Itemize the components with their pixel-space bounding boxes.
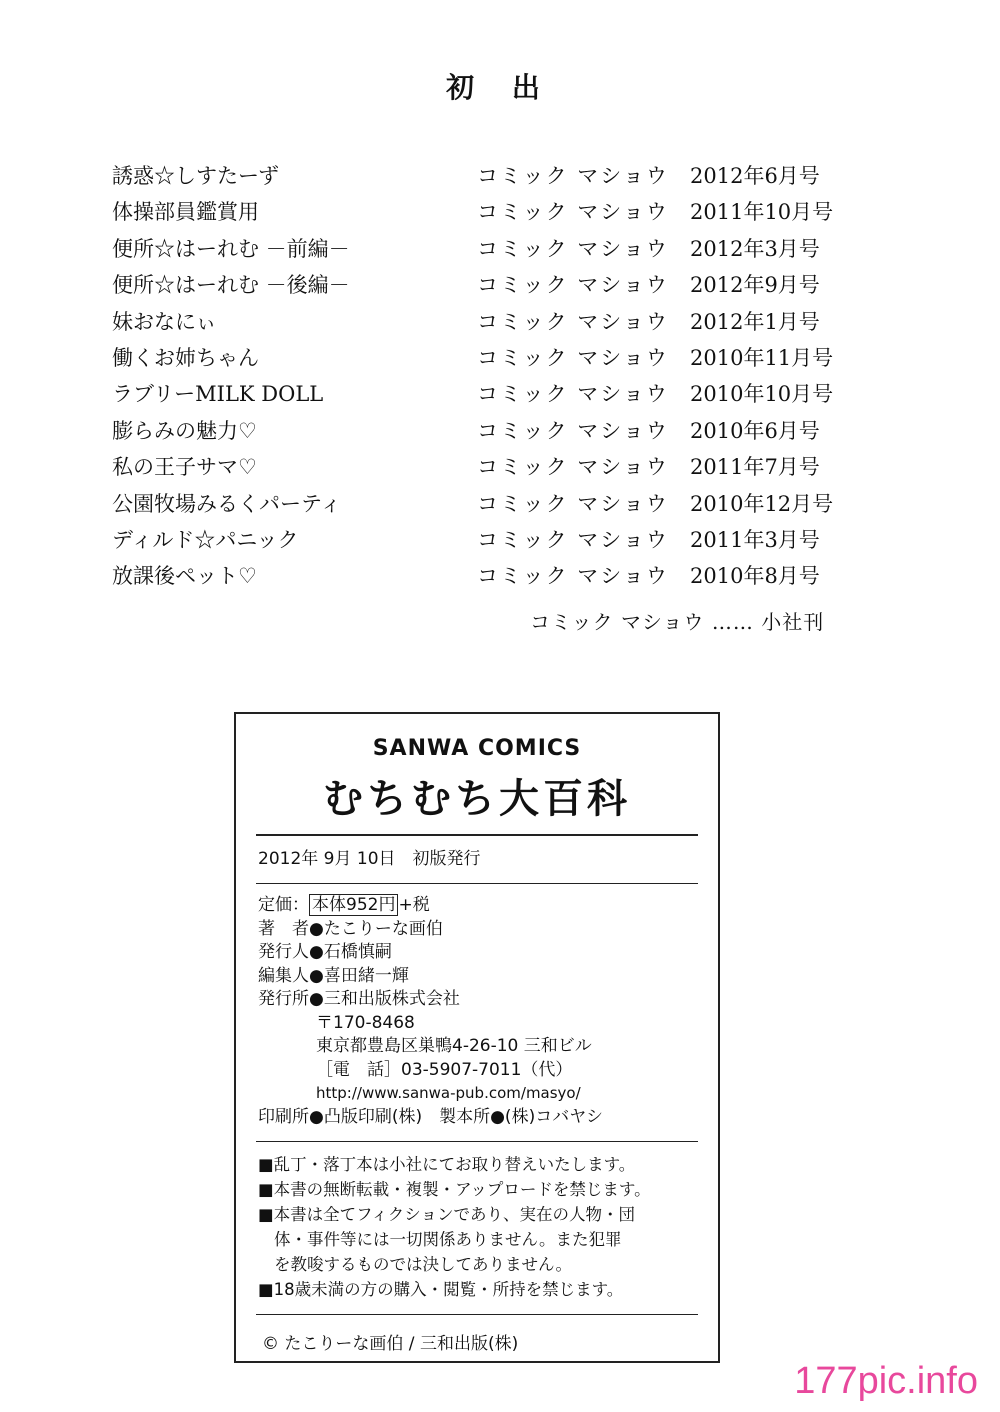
magazine-name: コミック マショウ bbox=[477, 455, 669, 480]
issue-date: 2011年10月号 bbox=[690, 200, 834, 225]
notice-item: ■乱丁・落丁本は小社にてお取り替えいたします。 bbox=[258, 1155, 636, 1174]
divider bbox=[256, 834, 698, 836]
phone: ［電 話］03-5907-7011（代） bbox=[316, 1059, 573, 1080]
publication-row bbox=[112, 194, 852, 230]
colophon-info bbox=[258, 894, 718, 1129]
publication-row bbox=[112, 231, 852, 267]
magazine-name: コミック マショウ bbox=[477, 564, 669, 589]
divider bbox=[256, 883, 698, 884]
magazine-name: コミック マショウ bbox=[477, 164, 669, 188]
series-label: SANWA COMICS bbox=[372, 736, 582, 761]
issue-date: 2012年3月号 bbox=[690, 236, 820, 261]
publication-title: 公園牧場みるくパーティ bbox=[112, 491, 342, 516]
publication-row bbox=[112, 486, 852, 522]
publication-title: 放課後ペット♡ bbox=[112, 564, 257, 589]
magazine-name: コミック マショウ bbox=[477, 418, 669, 443]
publication-title: 便所☆はーれむ －後編－ bbox=[112, 273, 350, 298]
magazine-name: コミック マショウ bbox=[477, 527, 669, 552]
publication-title: 働くお姉ちゃん bbox=[112, 345, 259, 370]
notice-item-continued: 体・事件等には一切関係ありません。また犯罪 bbox=[274, 1230, 622, 1249]
website-url: http://www.sanwa-pub.com/masyo/ bbox=[316, 1084, 581, 1102]
issue-date: 2011年3月号 bbox=[690, 527, 820, 552]
publication-title: ディルド☆パニック bbox=[112, 527, 299, 552]
publication-row bbox=[112, 558, 852, 594]
price-line bbox=[258, 894, 718, 918]
issue-date: 2012年9月号 bbox=[690, 273, 820, 298]
publication-row bbox=[112, 340, 852, 376]
publication-title: 体操部員鑑賞用 bbox=[112, 200, 259, 225]
printer-line: 印刷所●凸版印刷(株) 製本所●(株)コバヤシ bbox=[258, 1106, 604, 1127]
issue-date: 2012年1月号 bbox=[690, 309, 820, 334]
colophon-box bbox=[234, 712, 720, 1363]
address: 東京都豊島区巣鴨4-26-10 三和ビル bbox=[316, 1036, 592, 1056]
publication-row bbox=[112, 522, 852, 558]
issue-date: 2010年8月号 bbox=[690, 564, 820, 589]
issue-date: 2012年6月号 bbox=[690, 164, 820, 188]
publication-title: ラブリーMILK DOLL bbox=[112, 382, 324, 407]
watermark: 177pic.info bbox=[794, 1360, 978, 1402]
issuer-line: 発行人●石橋慎嗣 bbox=[258, 942, 392, 962]
magazine-name: コミック マショウ bbox=[477, 345, 669, 370]
magazine-name: コミック マショウ bbox=[477, 491, 669, 516]
issue-date: 2011年7月号 bbox=[690, 455, 820, 480]
publication-row bbox=[112, 449, 852, 485]
publication-title: 膨らみの魅力♡ bbox=[112, 418, 257, 443]
publication-title: 妹おなにぃ bbox=[112, 309, 217, 334]
publication-title: 便所☆はーれむ －前編－ bbox=[112, 236, 350, 261]
publication-list bbox=[112, 158, 852, 595]
publisher-note: コミック マショウ …… 小社刊 bbox=[530, 610, 825, 634]
publication-row bbox=[112, 376, 852, 412]
notice-item: ■18歳未満の方の購入・閲覧・所持を禁じます。 bbox=[258, 1280, 624, 1299]
notice-item: ■本書は全てフィクションであり、実在の人物・団 bbox=[258, 1205, 635, 1224]
divider bbox=[256, 1314, 698, 1315]
postal-code: 〒170-8468 bbox=[316, 1012, 415, 1033]
magazine-name: コミック マショウ bbox=[477, 309, 669, 334]
publication-title: 誘惑☆しすたーず bbox=[112, 164, 279, 188]
author-line: 著 者●たこりーな画伯 bbox=[258, 918, 443, 939]
magazine-name: コミック マショウ bbox=[477, 273, 669, 298]
issue-date: 2010年10月号 bbox=[690, 382, 834, 407]
price-box: 本体952円 bbox=[309, 894, 398, 916]
publication-title: 私の王子サマ♡ bbox=[112, 455, 257, 480]
notices bbox=[258, 1152, 718, 1302]
issue-date: 2010年6月号 bbox=[690, 418, 820, 443]
publication-row bbox=[112, 158, 852, 194]
publication-row bbox=[112, 304, 852, 340]
notice-item: ■本書の無断転載・複製・アップロードを禁じます。 bbox=[258, 1180, 651, 1199]
magazine-name: コミック マショウ bbox=[477, 236, 669, 261]
price-suffix: +税 bbox=[398, 895, 430, 915]
issue-date: 2010年12月号 bbox=[690, 491, 834, 516]
price-label: 定価： bbox=[258, 895, 309, 915]
publisher-line: 発行所●三和出版株式会社 bbox=[258, 989, 460, 1009]
notice-item-continued: を教唆するものでは決してありません。 bbox=[274, 1255, 572, 1274]
publication-date: 2012年 9月 10日 初版発行 bbox=[258, 849, 481, 869]
publication-row bbox=[112, 413, 852, 449]
editor-line: 編集人●喜田緒一輝 bbox=[258, 965, 409, 986]
magazine-name: コミック マショウ bbox=[477, 200, 669, 225]
book-title: むちむち大百科 bbox=[323, 775, 631, 822]
publication-row bbox=[112, 267, 852, 303]
page-title: 初 出 bbox=[446, 71, 554, 104]
magazine-name: コミック マショウ bbox=[477, 382, 669, 407]
copyright: © たこりーな画伯 / 三和出版(株) bbox=[262, 1334, 519, 1354]
issue-date: 2010年11月号 bbox=[690, 345, 834, 370]
divider bbox=[256, 1141, 698, 1142]
